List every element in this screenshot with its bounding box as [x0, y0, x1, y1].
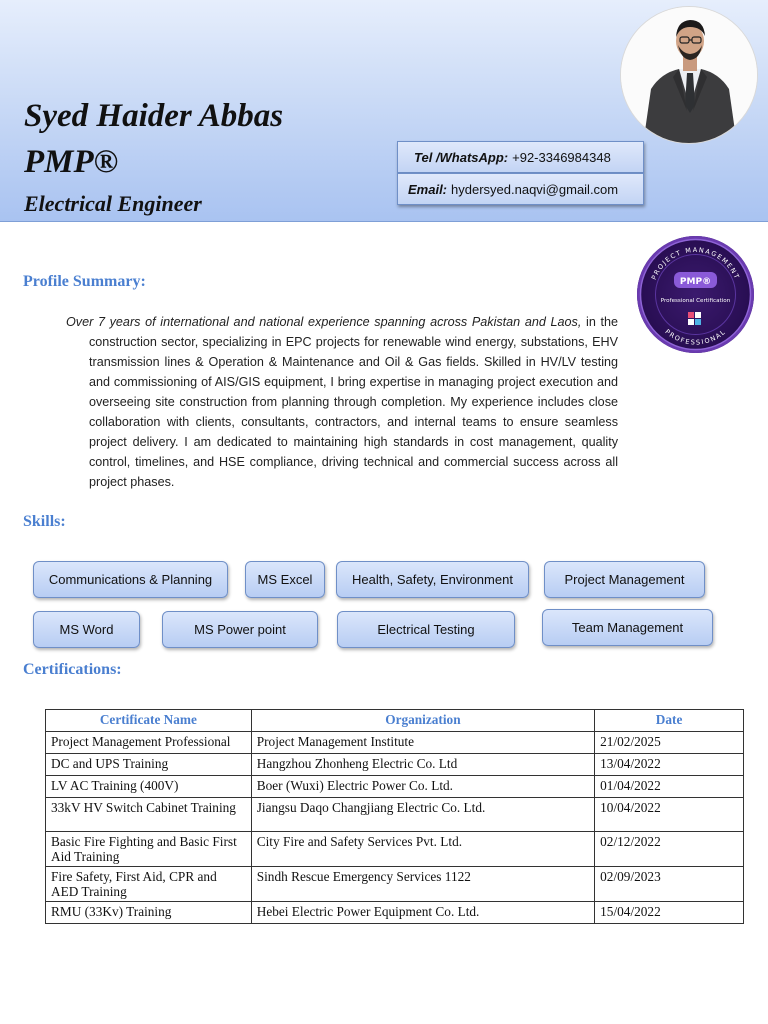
table-row	[46, 798, 744, 832]
email-contact	[397, 173, 644, 205]
organization: Project Management Institute	[251, 732, 594, 754]
badge-caption: Professional Certification	[660, 298, 731, 304]
skill-chip: Communications & Planning	[33, 561, 228, 598]
badge-pmp-pill: PMP®	[679, 277, 712, 287]
table-row	[46, 776, 744, 798]
skill-chip: MS Word	[33, 611, 140, 648]
col-header-date: Date	[595, 710, 744, 732]
certificate-name: RMU (33Kv) Training	[46, 902, 252, 924]
date: 21/02/2025	[595, 732, 744, 754]
table-header-row	[46, 710, 744, 732]
col-header-certificate: Certificate Name	[46, 710, 252, 732]
date: 13/04/2022	[595, 754, 744, 776]
skill-chip: Electrical Testing	[337, 611, 515, 648]
pmi-logo-icon	[688, 312, 701, 325]
organization: Hangzhou Zhonheng Electric Co. Ltd	[251, 754, 594, 776]
skills-heading: Skills:	[23, 513, 66, 530]
col-header-organization: Organization	[251, 710, 594, 732]
table-row	[46, 902, 744, 924]
candidate-name: Syed Haider Abbas	[24, 98, 284, 134]
profile-summary-heading: Profile Summary:	[23, 273, 146, 290]
organization: Boer (Wuxi) Electric Power Co. Ltd.	[251, 776, 594, 798]
organization: Sindh Rescue Emergency Services 1122	[251, 867, 594, 902]
phone-value[interactable]: +92-3346984348	[512, 149, 611, 165]
summary-body: in the construction sector, specializing in EPC projects for renewable wind energy, substations, EHV transmission lines & Operation & Maintenance and Oil & Gas fields. Skilled in HV/LV testing and commissioning of AIS/GIS equipment, I bring expertise in managing project execution and overseeing site construction from planning through completion. My experience includes close collaboration with clients, consultants, contractors, and internal teams to ensure seamless project delivery. I am dedicated to maintaining high standards in cost management, quality control, timelines, and HSE compliance, driving technical and commercial success across all project phases.	[89, 315, 618, 489]
profile-photo	[620, 6, 758, 144]
summary-intro: Over 7 years of international and national experience spanning across Pakistan and Laos,	[66, 315, 582, 329]
table-row	[46, 832, 744, 867]
phone-label: Tel /WhatsApp:	[414, 149, 509, 165]
certificate-name: Basic Fire Fighting and Basic First Aid Training	[46, 832, 252, 867]
date: 02/09/2023	[595, 867, 744, 902]
table-row	[46, 732, 744, 754]
badge-ring-text-top: PROJECT MANAGEMENT	[649, 245, 742, 281]
job-title: Electrical Engineer	[24, 191, 202, 216]
certificate-name: Project Management Professional	[46, 732, 252, 754]
date: 10/04/2022	[595, 798, 744, 832]
profile-summary-text	[66, 312, 618, 492]
skill-chip: Project Management	[544, 561, 705, 598]
table-row	[46, 867, 744, 902]
skill-chip: Health, Safety, Environment	[336, 561, 529, 598]
pmp-certification-badge	[637, 236, 754, 353]
certificate-name: LV AC Training (400V)	[46, 776, 252, 798]
badge-ring-text-bottom: PROFESSIONAL	[663, 327, 728, 347]
skill-chip: Team Management	[542, 609, 713, 646]
skill-chip: MS Excel	[245, 561, 325, 598]
certificate-name: 33kV HV Switch Cabinet Training	[46, 798, 252, 832]
certifications-heading: Certifications:	[23, 661, 122, 678]
date: 15/04/2022	[595, 902, 744, 924]
certifications-table	[45, 709, 744, 924]
organization: Hebei Electric Power Equipment Co. Ltd.	[251, 902, 594, 924]
email-label: Email:	[408, 181, 448, 197]
skill-chip: MS Power point	[162, 611, 318, 648]
phone-contact	[397, 141, 644, 173]
organization: Jiangsu Daqo Changjiang Electric Co. Ltd.	[251, 798, 594, 832]
certificate-name: Fire Safety, First Aid, CPR and AED Training	[46, 867, 252, 902]
email-value[interactable]: hydersyed.naqvi@gmail.com	[451, 181, 619, 197]
organization: City Fire and Safety Services Pvt. Ltd.	[251, 832, 594, 867]
date: 02/12/2022	[595, 832, 744, 867]
credential-title: PMP®	[24, 144, 119, 180]
date: 01/04/2022	[595, 776, 744, 798]
header-banner	[0, 0, 768, 222]
certificate-name: DC and UPS Training	[46, 754, 252, 776]
table-row	[46, 754, 744, 776]
